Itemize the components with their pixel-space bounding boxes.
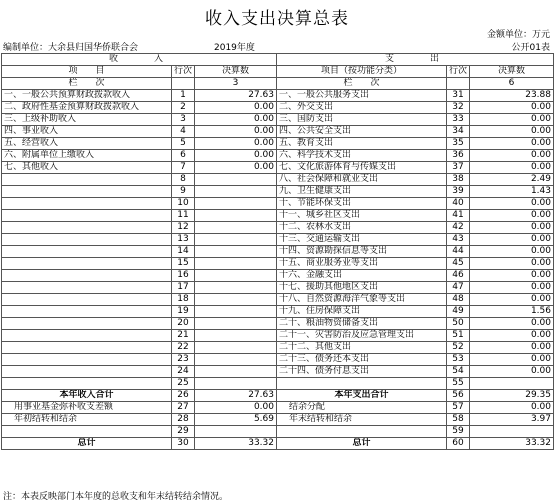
table-body bbox=[2, 54, 554, 450]
expense-amount: 0.00 bbox=[470, 162, 554, 174]
expense-amount: 1.56 bbox=[470, 306, 554, 318]
income-row-number: 13 bbox=[172, 234, 195, 246]
table-row bbox=[2, 174, 554, 186]
expense-subtotal-label: 本年支出合计 bbox=[277, 390, 447, 402]
expense-amount: 2.49 bbox=[470, 174, 554, 186]
income-amount: 27.63 bbox=[195, 90, 277, 102]
expense-item-label: 一、一般公共服务支出 bbox=[277, 90, 447, 102]
income-row-number: 27 bbox=[172, 402, 195, 414]
expense-amount: 0.00 bbox=[470, 102, 554, 114]
expense-row-number: 47 bbox=[447, 282, 470, 294]
subtotal-row bbox=[2, 390, 554, 402]
table-row bbox=[2, 366, 554, 378]
table-row bbox=[2, 138, 554, 150]
income-row-number: 25 bbox=[172, 378, 195, 390]
expense-item-label: 十一、城乡社区支出 bbox=[277, 210, 447, 222]
income-amount bbox=[195, 282, 277, 294]
expense-item-label bbox=[277, 378, 447, 390]
expense-row-number: 42 bbox=[447, 222, 470, 234]
income-item-label bbox=[2, 330, 172, 342]
expense-row-number: 35 bbox=[447, 138, 470, 150]
table-row bbox=[2, 186, 554, 198]
income-item-label: 四、事业收入 bbox=[2, 126, 172, 138]
table-row bbox=[2, 126, 554, 138]
income-amount bbox=[195, 378, 277, 390]
income-row-number: 4 bbox=[172, 126, 195, 138]
table-row bbox=[2, 306, 554, 318]
income-amount bbox=[195, 246, 277, 258]
income-amount bbox=[195, 306, 277, 318]
income-rowno-header: 行次 bbox=[172, 66, 195, 78]
income-expense-table bbox=[1, 53, 554, 450]
income-item-label: 六、附属单位上缴收入 bbox=[2, 150, 172, 162]
empty-cell bbox=[172, 78, 195, 90]
expense-item-header: 项目（按功能分类） bbox=[277, 66, 447, 78]
expense-amount: 0.00 bbox=[470, 234, 554, 246]
income-item-label: 一、一般公共预算财政拨款收入 bbox=[2, 90, 172, 102]
income-item-label bbox=[2, 270, 172, 282]
income-row-number: 16 bbox=[172, 270, 195, 282]
income-item-label bbox=[2, 258, 172, 270]
expense-item-label bbox=[277, 426, 447, 438]
expense-total-label: 总计 bbox=[277, 438, 447, 450]
expense-item-label: 二十二、其他支出 bbox=[277, 342, 447, 354]
income-amount bbox=[195, 222, 277, 234]
table-row bbox=[2, 162, 554, 174]
expense-amount: 0.00 bbox=[470, 402, 554, 414]
income-row-number: 7 bbox=[172, 162, 195, 174]
expense-amount: 23.88 bbox=[470, 90, 554, 102]
income-item-label: 年初结转和结余 bbox=[2, 414, 172, 426]
expense-amount: 0.00 bbox=[470, 126, 554, 138]
expense-row-number: 57 bbox=[447, 402, 470, 414]
expense-item-label: 十四、资源勘探信息等支出 bbox=[277, 246, 447, 258]
income-total-amount: 33.32 bbox=[195, 438, 277, 450]
balance-row bbox=[2, 414, 554, 426]
expense-amount: 0.00 bbox=[470, 330, 554, 342]
expense-item-label: 四、公共安全支出 bbox=[277, 126, 447, 138]
expense-item-label: 二十三、债务还本支出 bbox=[277, 354, 447, 366]
expense-row-number: 38 bbox=[447, 174, 470, 186]
expense-row-number: 49 bbox=[447, 306, 470, 318]
income-amount: 5.69 bbox=[195, 414, 277, 426]
expense-amount: 0.00 bbox=[470, 198, 554, 210]
income-row-number: 14 bbox=[172, 246, 195, 258]
expense-row-number: 37 bbox=[447, 162, 470, 174]
income-item-label bbox=[2, 366, 172, 378]
income-amount bbox=[195, 342, 277, 354]
income-row-number: 1 bbox=[172, 90, 195, 102]
expense-row-number: 46 bbox=[447, 270, 470, 282]
income-amount: 0.00 bbox=[195, 402, 277, 414]
expense-amount: 0.00 bbox=[470, 366, 554, 378]
table-row bbox=[2, 318, 554, 330]
org-name: 编制单位：大余县归国华侨联合会 bbox=[3, 43, 139, 53]
income-amount: 0.00 bbox=[195, 126, 277, 138]
income-amount bbox=[195, 294, 277, 306]
table-row bbox=[2, 234, 554, 246]
income-column-number: 3 bbox=[195, 78, 277, 90]
expense-row-number: 45 bbox=[447, 258, 470, 270]
expense-item-label: 十九、住房保障支出 bbox=[277, 306, 447, 318]
expense-amount: 0.00 bbox=[470, 258, 554, 270]
table-row bbox=[2, 270, 554, 282]
expense-total-row-number: 60 bbox=[447, 438, 470, 450]
expense-column-label: 栏 次 bbox=[277, 78, 447, 90]
income-row-number: 21 bbox=[172, 330, 195, 342]
expense-amount: 0.00 bbox=[470, 150, 554, 162]
income-row-number: 28 bbox=[172, 414, 195, 426]
expense-row-number: 31 bbox=[447, 90, 470, 102]
expense-item-label: 十七、援助其他地区支出 bbox=[277, 282, 447, 294]
income-item-label bbox=[2, 342, 172, 354]
expense-row-number: 59 bbox=[447, 426, 470, 438]
expense-row-number: 33 bbox=[447, 114, 470, 126]
income-item-label bbox=[2, 222, 172, 234]
expense-amount: 0.00 bbox=[470, 114, 554, 126]
table-row bbox=[2, 378, 554, 390]
income-amount bbox=[195, 174, 277, 186]
empty-cell bbox=[447, 78, 470, 90]
expense-amount: 0.00 bbox=[470, 354, 554, 366]
expense-row-number: 48 bbox=[447, 294, 470, 306]
income-row-number: 24 bbox=[172, 366, 195, 378]
expense-amount: 0.00 bbox=[470, 294, 554, 306]
income-item-label bbox=[2, 426, 172, 438]
column-index-row bbox=[2, 78, 554, 90]
expense-item-label: 二十四、债务付息支出 bbox=[277, 366, 447, 378]
expense-column-number: 6 bbox=[470, 78, 554, 90]
income-row-number: 19 bbox=[172, 306, 195, 318]
expense-amount: 1.43 bbox=[470, 186, 554, 198]
income-item-label bbox=[2, 294, 172, 306]
expense-item-label: 十六、金融支出 bbox=[277, 270, 447, 282]
income-row-number: 22 bbox=[172, 342, 195, 354]
expense-amount: 0.00 bbox=[470, 318, 554, 330]
table-row bbox=[2, 114, 554, 126]
income-item-header: 项 目 bbox=[2, 66, 172, 78]
income-item-label bbox=[2, 282, 172, 294]
expense-item-label: 五、教育支出 bbox=[277, 138, 447, 150]
expense-amount bbox=[470, 426, 554, 438]
income-amount: 0.00 bbox=[195, 162, 277, 174]
table-row bbox=[2, 210, 554, 222]
income-row-number: 8 bbox=[172, 174, 195, 186]
expense-item-label: 七、文化旅游体育与传媒支出 bbox=[277, 162, 447, 174]
expense-row-number: 39 bbox=[447, 186, 470, 198]
expense-item-label: 十八、自然资源海洋气象等支出 bbox=[277, 294, 447, 306]
income-amount: 0.00 bbox=[195, 102, 277, 114]
expense-amount: 0.00 bbox=[470, 138, 554, 150]
income-item-label bbox=[2, 378, 172, 390]
expense-row-number: 50 bbox=[447, 318, 470, 330]
expense-item-label: 十二、农林水支出 bbox=[277, 222, 447, 234]
table-row bbox=[2, 102, 554, 114]
income-amount bbox=[195, 318, 277, 330]
expense-item-label: 二十、粮油物资储备支出 bbox=[277, 318, 447, 330]
expense-row-number: 55 bbox=[447, 378, 470, 390]
report-meta bbox=[0, 40, 554, 53]
income-amount bbox=[195, 270, 277, 282]
expense-item-label: 十、节能环保支出 bbox=[277, 198, 447, 210]
amount-unit: 金额单位：万元 bbox=[486, 30, 550, 40]
balance-row bbox=[2, 426, 554, 438]
income-amount bbox=[195, 366, 277, 378]
expense-item-label: 二、外交支出 bbox=[277, 102, 447, 114]
footnote: 注：本表反映部门本年度的总收支和年末结转结余情况。 bbox=[3, 492, 229, 502]
income-row-number: 20 bbox=[172, 318, 195, 330]
income-item-label: 二、政府性基金预算财政拨款收入 bbox=[2, 102, 172, 114]
income-total-label: 总计 bbox=[2, 438, 172, 450]
income-row-number: 5 bbox=[172, 138, 195, 150]
income-subtotal-label: 本年收入合计 bbox=[2, 390, 172, 402]
income-row-number: 9 bbox=[172, 186, 195, 198]
income-item-label bbox=[2, 318, 172, 330]
expense-row-number: 58 bbox=[447, 414, 470, 426]
expense-rowno-header: 行次 bbox=[447, 66, 470, 78]
income-row-number: 11 bbox=[172, 210, 195, 222]
income-row-number: 29 bbox=[172, 426, 195, 438]
income-item-label bbox=[2, 354, 172, 366]
expense-item-label: 年末结转和结余 bbox=[277, 414, 447, 426]
income-item-label: 七、其他收入 bbox=[2, 162, 172, 174]
income-row-number: 18 bbox=[172, 294, 195, 306]
income-row-number: 10 bbox=[172, 198, 195, 210]
table-row bbox=[2, 258, 554, 270]
income-row-number: 15 bbox=[172, 258, 195, 270]
table-row bbox=[2, 222, 554, 234]
expense-row-number: 41 bbox=[447, 210, 470, 222]
income-item-label: 三、上级补助收入 bbox=[2, 114, 172, 126]
expense-row-number: 44 bbox=[447, 246, 470, 258]
income-item-label bbox=[2, 246, 172, 258]
fiscal-year: 2019年度 bbox=[214, 43, 255, 53]
expense-amount-header: 决算数 bbox=[470, 66, 554, 78]
income-column-label: 栏 次 bbox=[2, 78, 172, 90]
income-item-label: 五、经营收入 bbox=[2, 138, 172, 150]
expense-item-label: 结余分配 bbox=[277, 402, 447, 414]
expense-item-label: 六、科学技术支出 bbox=[277, 150, 447, 162]
income-amount bbox=[195, 330, 277, 342]
income-amount: 0.00 bbox=[195, 138, 277, 150]
table-row bbox=[2, 198, 554, 210]
expense-row-number: 52 bbox=[447, 342, 470, 354]
income-item-label bbox=[2, 210, 172, 222]
income-row-number: 23 bbox=[172, 354, 195, 366]
income-row-number: 2 bbox=[172, 102, 195, 114]
table-row bbox=[2, 150, 554, 162]
table-row bbox=[2, 342, 554, 354]
expense-row-number: 36 bbox=[447, 150, 470, 162]
expense-amount: 3.97 bbox=[470, 414, 554, 426]
expense-amount bbox=[470, 378, 554, 390]
income-subtotal-amount: 27.63 bbox=[195, 390, 277, 402]
expense-item-label: 十五、商业服务业等支出 bbox=[277, 258, 447, 270]
income-row-number: 6 bbox=[172, 150, 195, 162]
income-row-number: 17 bbox=[172, 282, 195, 294]
expense-amount: 0.00 bbox=[470, 342, 554, 354]
income-section-header: 收 入 bbox=[2, 54, 277, 66]
income-item-label bbox=[2, 234, 172, 246]
income-amount bbox=[195, 186, 277, 198]
income-amount bbox=[195, 210, 277, 222]
expense-amount: 0.00 bbox=[470, 246, 554, 258]
expense-item-label: 二十一、灾害防治及应急管理支出 bbox=[277, 330, 447, 342]
expense-row-number: 51 bbox=[447, 330, 470, 342]
expense-subtotal-amount: 29.35 bbox=[470, 390, 554, 402]
expense-amount: 0.00 bbox=[470, 222, 554, 234]
expense-row-number: 53 bbox=[447, 354, 470, 366]
expense-section-header: 支 出 bbox=[277, 54, 554, 66]
income-amount-header: 决算数 bbox=[195, 66, 277, 78]
expense-item-label: 三、国防支出 bbox=[277, 114, 447, 126]
total-row bbox=[2, 438, 554, 450]
income-amount bbox=[195, 198, 277, 210]
income-item-label bbox=[2, 174, 172, 186]
column-header-row bbox=[2, 66, 554, 78]
income-amount: 0.00 bbox=[195, 150, 277, 162]
income-total-row-number: 30 bbox=[172, 438, 195, 450]
income-item-label bbox=[2, 186, 172, 198]
expense-subtotal-row-number: 56 bbox=[447, 390, 470, 402]
expense-item-label: 九、卫生健康支出 bbox=[277, 186, 447, 198]
income-amount bbox=[195, 258, 277, 270]
report-title: 收入支出决算总表 bbox=[205, 9, 349, 29]
income-row-number: 12 bbox=[172, 222, 195, 234]
table-row bbox=[2, 294, 554, 306]
form-code: 公开01表 bbox=[511, 43, 550, 53]
expense-row-number: 34 bbox=[447, 126, 470, 138]
income-amount: 0.00 bbox=[195, 114, 277, 126]
table-row bbox=[2, 330, 554, 342]
income-row-number: 3 bbox=[172, 114, 195, 126]
table-row bbox=[2, 90, 554, 102]
expense-amount: 0.00 bbox=[470, 282, 554, 294]
table-row bbox=[2, 246, 554, 258]
expense-item-label: 十三、交通运输支出 bbox=[277, 234, 447, 246]
expense-row-number: 54 bbox=[447, 366, 470, 378]
expense-row-number: 43 bbox=[447, 234, 470, 246]
income-amount bbox=[195, 426, 277, 438]
balance-row bbox=[2, 402, 554, 414]
income-item-label bbox=[2, 306, 172, 318]
income-item-label: 用事业基金弥补收支差额 bbox=[2, 402, 172, 414]
income-amount bbox=[195, 234, 277, 246]
expense-item-label: 八、社会保障和就业支出 bbox=[277, 174, 447, 186]
expense-total-amount: 33.32 bbox=[470, 438, 554, 450]
expense-amount: 0.00 bbox=[470, 270, 554, 282]
income-item-label bbox=[2, 198, 172, 210]
table-row bbox=[2, 354, 554, 366]
expense-amount: 0.00 bbox=[470, 210, 554, 222]
expense-row-number: 32 bbox=[447, 102, 470, 114]
income-subtotal-row-number: 26 bbox=[172, 390, 195, 402]
section-header-row bbox=[2, 54, 554, 66]
income-amount bbox=[195, 354, 277, 366]
table-row bbox=[2, 282, 554, 294]
expense-row-number: 40 bbox=[447, 198, 470, 210]
